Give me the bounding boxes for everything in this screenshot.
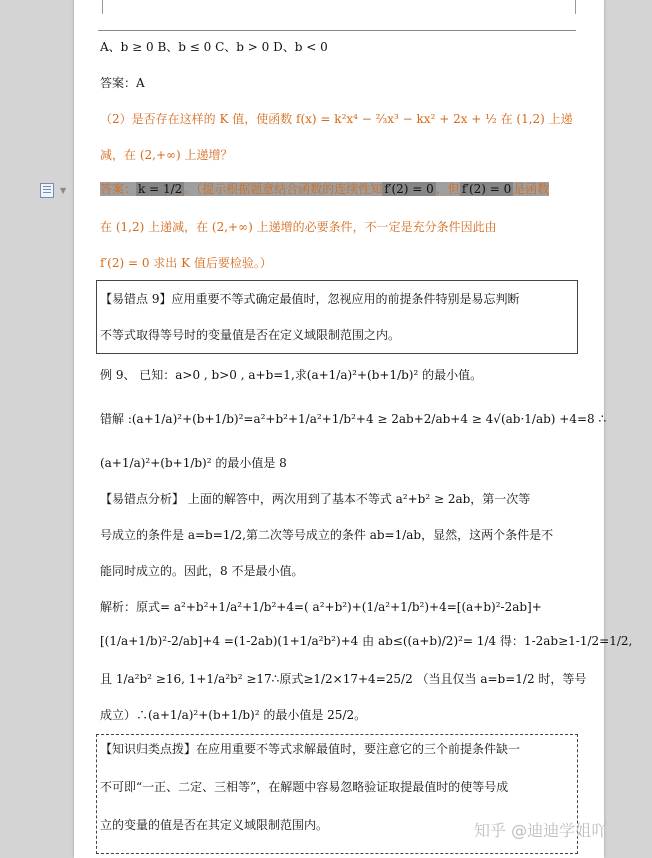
analysis-line-1: 【易错点分析】 上面的解答中，两次用到了基本不等式 a²+b² ≥ 2ab，第一次等 xyxy=(100,492,531,506)
answer-2-line-2: 在 (1,2) 上递减，在 (2,+∞) 上递增的必要条件，不一定是充分条件因此由 xyxy=(100,220,497,234)
solution-line-4: 成立）∴(a+1/a)²+(b+1/b)² 的最小值是 25/2。 xyxy=(100,708,367,722)
answer-2-hint-tail: 是函数 xyxy=(513,182,550,196)
answer-1: 答案：A xyxy=(100,76,145,90)
analysis-line-2: 号成立的条件是 a=b=1/2,第二次等号成立的条件 ab=1/ab，显然，这两个条件是不 xyxy=(100,528,554,542)
question-2-line-2: 减，在 (2,+∞) 上递增？ xyxy=(100,148,233,162)
solution-line-3: 且 1/a²b² ≥16, 1+1/a²b² ≥17∴原式≥1/2×17+4=25/2 （当且仅当 a=b=1/2 时，等号 xyxy=(100,672,587,686)
wrong-solution-line-1: 错解 :(a+1/a)²+(b+1/b)²=a²+b²+1/a²+1/b²+4 ≥ 2ab+2/ab+4 ≥ 4√(ab·1/ab) +4=8 ∴ xyxy=(100,412,607,426)
answer-2-line-1 xyxy=(100,180,549,198)
answer-2-line-3: f′(2) = 0 求出 K 值后要检验。） xyxy=(100,256,272,270)
analysis-line-3: 能同时成立的。因此，8 不是最小值。 xyxy=(100,564,304,578)
document-page xyxy=(74,0,607,858)
knowledge-line-1: 【知识归类点拨】在应用重要不等式求解最值时，要注意它的三个前提条件缺一 xyxy=(100,742,521,756)
answer-2-derivative-1: f′(2) = 0 xyxy=(384,182,434,196)
error-point-9-line-2: 不等式取得等号时的变量值是否在定义域限制范围之内。 xyxy=(100,328,401,342)
solution-line-2: [(1/a+1/b)²-2/ab]+4 =(1-2ab)(1+1/a²b²)+4 由 ab≤((a+b)/2)²= 1/4 得：1-2ab≥1-1/2=1/2, xyxy=(100,634,633,648)
answer-2-hint-mid: ，但 xyxy=(435,182,460,196)
page-corner-mark-right xyxy=(575,0,576,14)
wrong-solution-line-2: (a+1/a)²+(b+1/b)² 的最小值是 8 xyxy=(100,456,287,470)
answer-2-label: 答案： xyxy=(100,182,137,196)
header-rule xyxy=(98,30,576,31)
solution-line-1: 解析：原式= a²+b²+1/a²+1/b²+4=( a²+b²)+(1/a²+1/b²)+4=[(a+b)²-2ab]+ xyxy=(100,600,542,614)
comment-document-icon[interactable] xyxy=(40,183,54,198)
options-line: A、b ≥ 0 B、b ≤ 0 C、b > 0 D、b < 0 xyxy=(100,40,328,54)
answer-2-derivative-2: f′(2) = 0 xyxy=(461,182,512,196)
knowledge-line-2: 不可即“一正、二定、三相等”，在解题中容易忽略验证取提最值时的使等号成 xyxy=(100,780,509,794)
knowledge-line-3: 立的变量的值是否在其定义域限制范围内。 xyxy=(100,818,329,832)
question-2-line-1: （2）是否存在这样的 K 值，使函数 f(x) = k²x⁴ − ⅔x³ − kx² + 2x + ½ 在 (1,2) 上递 xyxy=(100,112,573,126)
answer-2-k-value: k = 1/2 xyxy=(138,182,183,196)
page-corner-mark-left xyxy=(102,0,103,14)
answer-2-hint-start: 。（提示根据题意结合函数的连续性知 xyxy=(184,182,383,196)
error-point-9-line-1: 【易错点 9】应用重要不等式确定最值时，忽视应用的前提条件特别是易忘判断 xyxy=(100,292,520,306)
chevron-down-icon[interactable]: ▼ xyxy=(60,186,67,195)
watermark: 知乎 @迪迪学姐吖 xyxy=(474,821,608,840)
example-9: 例 9、 已知：a>0 , b>0 , a+b=1,求(a+1/a)²+(b+1/b)² 的最小值。 xyxy=(100,368,483,382)
